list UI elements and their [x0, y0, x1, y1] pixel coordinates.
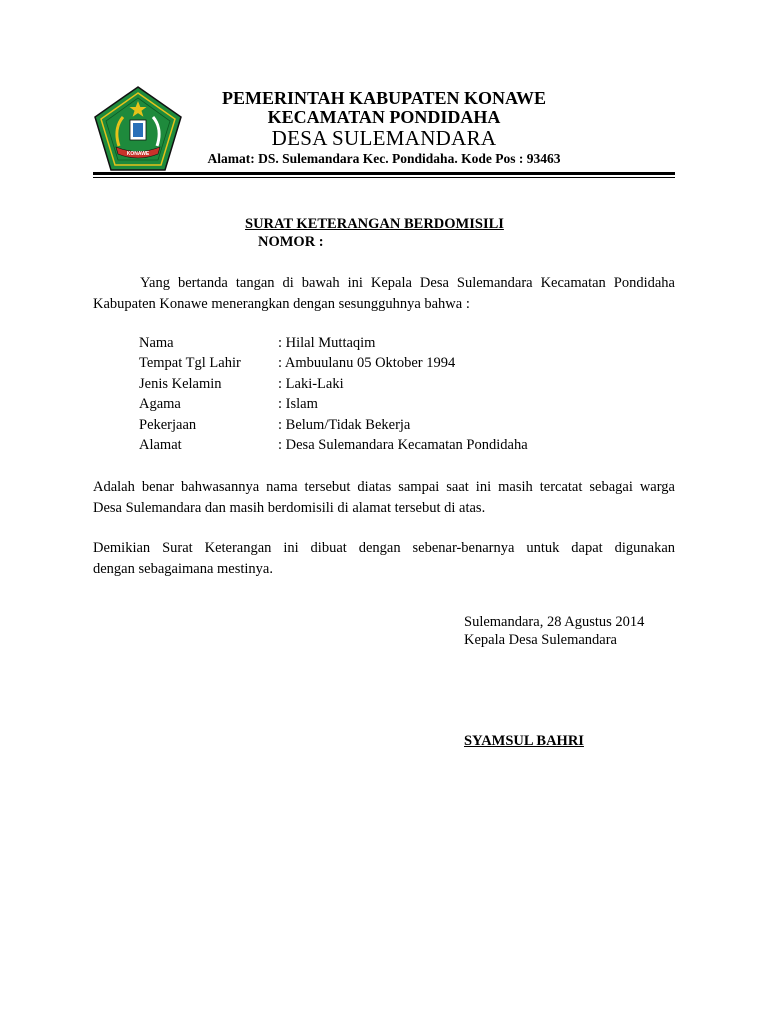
identity-label: Pekerjaan — [139, 416, 197, 433]
identity-value: : Ambuulanu 05 Oktober 1994 — [278, 355, 456, 372]
closing-paragraph — [93, 538, 675, 580]
identity-value: : Islam — [278, 396, 318, 413]
identity-label: Jenis Kelamin — [139, 375, 222, 392]
signature-place-date: Sulemandara, 28 Agustus 2014 — [464, 614, 645, 630]
letterhead-divider-thick — [93, 172, 675, 175]
identity-value: : Belum/Tidak Bekerja — [278, 416, 411, 433]
letterhead-government: PEMERINTAH KABUPATEN KONAWE — [221, 88, 547, 108]
signature-role: Kepala Desa Sulemandara — [464, 632, 617, 648]
letterhead-divider-thin — [93, 177, 675, 178]
identity-label: Agama — [139, 396, 181, 413]
closing-line-2: dengan sebagaimana mestinya. — [93, 561, 273, 577]
intro-line-1: Yang bertanda tangan di bawah ini Kepala Desa Sulemandara Kecamatan Pondidaha — [140, 275, 675, 291]
statement-line-1: Adalah benar bahwasannya nama tersebut diatas sampai saat ini masih tercatat sebagai warga — [93, 479, 675, 495]
document-number: NOMOR : — [258, 234, 324, 250]
intro-line-2: Kabupaten Konawe menerangkan dengan sesungguhnya bahwa : — [93, 296, 470, 312]
document-title: SURAT KETERANGAN BERDOMISILI — [245, 216, 504, 232]
identity-value: : Hilal Muttaqim — [278, 335, 376, 351]
letterhead-address: Alamat: DS. Sulemandara Kec. Pondidaha. Kode Pos : 93463 — [207, 151, 561, 166]
intro-paragraph — [93, 273, 675, 315]
identity-label: Alamat — [139, 436, 182, 453]
identity-label: Nama — [139, 335, 174, 351]
identity-value: : Laki-Laki — [278, 375, 344, 392]
statement-line-2: Desa Sulemandara dan masih berdomisili di alamat tersebut di atas. — [93, 500, 486, 516]
signatory-name: SYAMSUL BAHRI — [464, 733, 584, 749]
letterhead-village: DESA SULEMANDARA — [271, 126, 497, 150]
identity-value: : Desa Sulemandara Kecamatan Pondidaha — [278, 436, 528, 453]
statement-paragraph — [93, 477, 675, 519]
logo-banner-text: KONAWE — [126, 151, 150, 157]
letterhead-district: KECAMATAN PONDIDAHA — [267, 107, 501, 127]
identity-label: Tempat Tgl Lahir — [139, 355, 241, 372]
closing-line-1: Demikian Surat Keterangan ini dibuat dengan sebenar-benarnya untuk dapat digunakan — [93, 540, 675, 556]
